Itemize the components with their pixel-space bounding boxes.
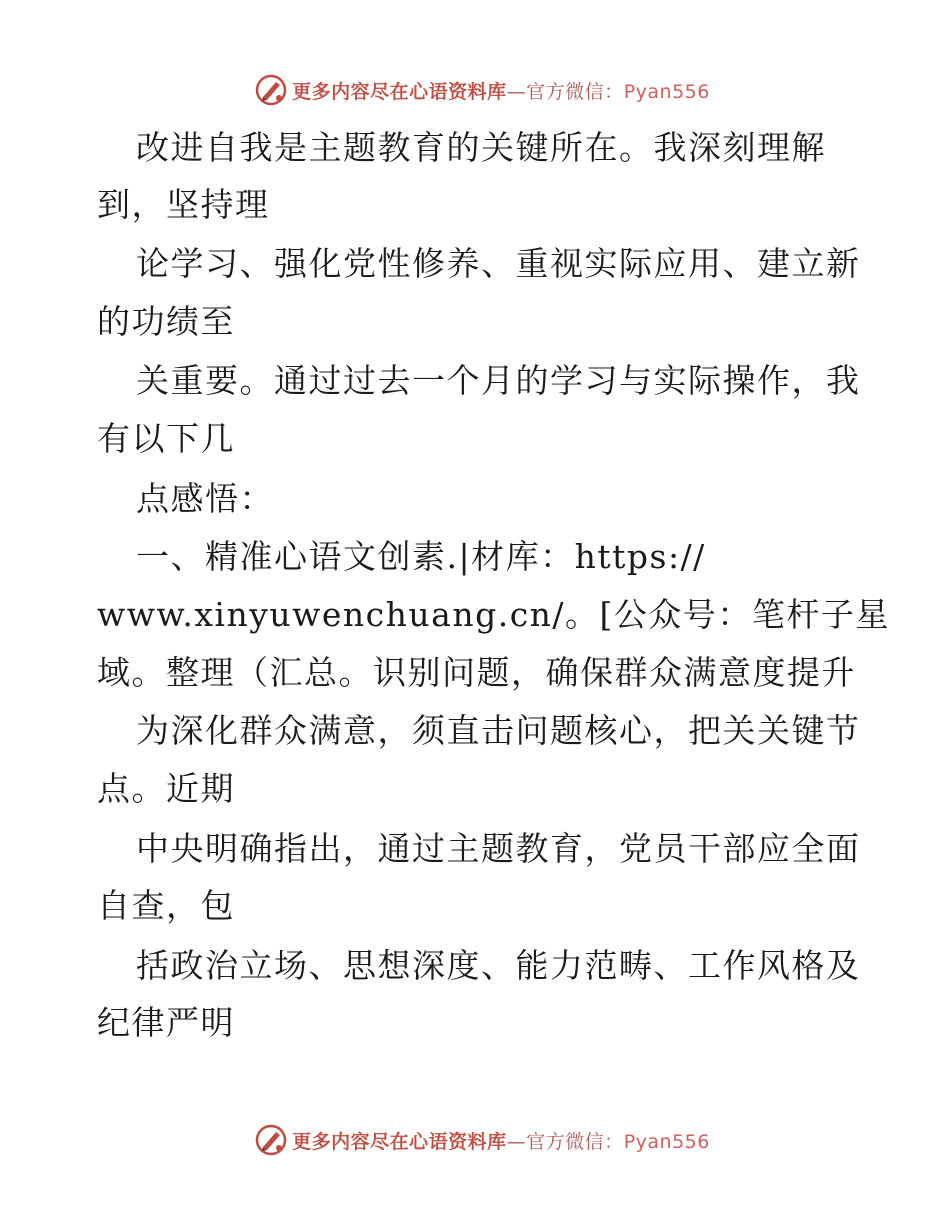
banner-wechat-label: —官方微信： <box>506 1130 624 1153</box>
banner-wechat-id: Pyan556 <box>623 1130 710 1153</box>
text-line: 纪律严明 <box>97 1003 235 1042</box>
pen-logo-icon <box>254 1123 288 1157</box>
banner-site-name: 更多内容尽在心语资料库 <box>292 80 507 103</box>
banner-site-name: 更多内容尽在心语资料库 <box>292 1130 507 1153</box>
banner-text <box>292 1127 710 1154</box>
text-line: 域。整理（汇总。识别问题，确保群众满意度提升 <box>97 653 856 692</box>
banner-text <box>292 77 710 104</box>
pen-logo-icon <box>254 73 288 107</box>
text-line: 为深化群众满意，须直击问题核心，把关关键节 <box>136 711 861 750</box>
banner-wechat-label: —官方微信： <box>506 80 624 103</box>
text-line: 改进自我是主题教育的关键所在。我深刻理解 <box>136 128 826 167</box>
text-line: 一、精准心语文创素.|材库：https:// <box>136 537 706 576</box>
text-line: www.xinyuwenchuang.cn/。[公众号：笔杆子星 <box>97 595 890 634</box>
text-line: 括政治立场、思想深度、能力范畴、工作风格及 <box>136 946 861 985</box>
text-line: 自查，包 <box>97 886 235 925</box>
text-line: 点感悟： <box>136 479 274 518</box>
text-line: 的功绩至 <box>97 302 235 341</box>
footer-banner <box>0 1120 950 1160</box>
text-line: 论学习、强化党性修养、重视实际应用、建立新 <box>136 244 861 283</box>
text-line: 到，坚持理 <box>97 185 270 224</box>
banner-wechat-id: Pyan556 <box>623 80 710 103</box>
text-line: 中央明确指出，通过主题教育，党员干部应全面 <box>136 829 861 868</box>
header-banner <box>0 70 950 110</box>
text-line: 关重要。通过过去一个月的学习与实际操作，我 <box>136 361 861 400</box>
text-line: 点。近期 <box>97 769 235 808</box>
text-line: 有以下几 <box>97 419 235 458</box>
